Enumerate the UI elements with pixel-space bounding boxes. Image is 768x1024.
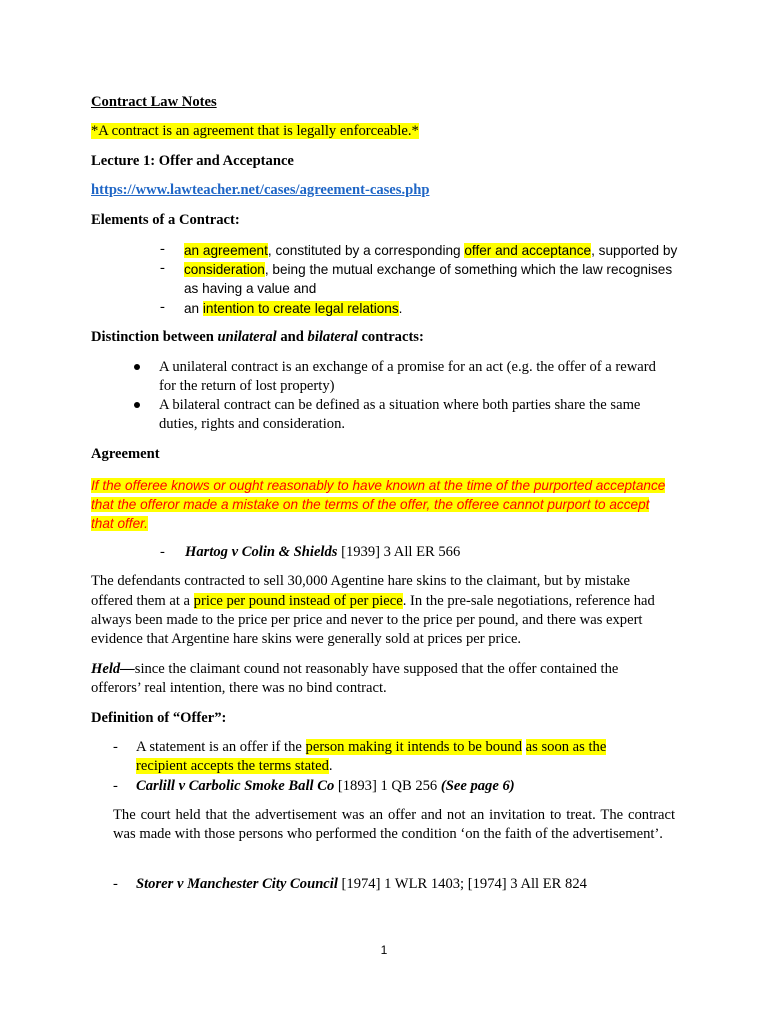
- reference-link[interactable]: https://www.lawteacher.net/cases/agreement-cases.php: [91, 182, 430, 198]
- agreement-heading: Agreement: [91, 446, 160, 462]
- text: , supported by: [591, 243, 678, 258]
- list-dash: -: [113, 778, 118, 794]
- case-citation: [1939] 3 All ER 566: [337, 544, 461, 560]
- reference-link-line: [91, 181, 429, 200]
- list-dash: -: [160, 241, 165, 257]
- elements-heading: Elements of a Contract:: [91, 212, 240, 228]
- lecture-heading: Lecture 1: Offer and Acceptance: [91, 153, 294, 169]
- element-item-consideration: [184, 260, 672, 279]
- highlight: that offer.: [91, 516, 148, 531]
- list-dash: -: [113, 739, 118, 755]
- text: unilateral: [217, 329, 277, 345]
- text: , constituted by a corresponding: [267, 243, 465, 258]
- held-line2: offerors’ real intention, there was no bind contract.: [91, 680, 387, 696]
- text: an: [184, 301, 203, 316]
- case-storer: [136, 875, 587, 894]
- held-label: Held—: [91, 661, 135, 677]
- element-item-consideration-cont: as having a value and: [184, 281, 317, 296]
- element-item-intention: [184, 299, 402, 318]
- contract-definition: [91, 122, 419, 141]
- case-name: Carlill v Carbolic Smoke Ball Co: [136, 778, 335, 794]
- case-name: Storer v Manchester City Council: [136, 876, 338, 892]
- highlight: as soon as the: [525, 739, 607, 755]
- carlill-holding: The court held that the advertisement was an offer and not an invitation to treat. The contract was made with those persons who performed the condition ‘on the faith of the advertisement’.: [113, 807, 675, 843]
- list-dash: -: [113, 876, 118, 892]
- text: and: [276, 329, 308, 345]
- highlight: recipient accepts the terms stated: [136, 758, 329, 774]
- case1-facts-line1: The defendants contracted to sell 30,000 Agentine hare skins to the claimant, but by mistake: [91, 573, 631, 589]
- case-citation: [1893] 1 QB 256: [334, 778, 441, 794]
- case1-facts-line3: always been made to the price per price and never to the price per pound, and there was expert: [91, 612, 643, 628]
- distinction-bullet-1-line2: for the return of lost property): [159, 378, 335, 394]
- highlight: an agreement: [184, 243, 268, 258]
- offer-item-1-line1: [136, 738, 606, 757]
- list-dash: -: [160, 544, 165, 560]
- case1-facts-line2: [91, 592, 655, 611]
- page-reference: (See page 6): [440, 778, 515, 794]
- distinction-bullet-2-line1: A bilateral contract can be defined as a situation where both parties share the same: [159, 397, 641, 413]
- agreement-rule-line3: [91, 514, 148, 533]
- case-name: Hartog v Colin & Shields: [185, 544, 338, 560]
- case-carlill: [136, 777, 515, 796]
- text: offered them at a: [91, 593, 194, 609]
- highlight: If the offeree knows or ought reasonably to have known at the time of the purported acceptance: [91, 478, 666, 493]
- agreement-rule-line1: [91, 476, 665, 495]
- case-citation: [1974] 1 WLR 1403; [1974] 3 All ER 824: [337, 876, 587, 892]
- text: contracts:: [357, 329, 424, 345]
- text: A statement is an offer if the: [136, 739, 306, 755]
- text: Distinction between: [91, 329, 218, 345]
- document-title: Contract Law Notes: [91, 94, 217, 110]
- highlight: offer and acceptance: [464, 243, 592, 258]
- agreement-rule-line2: [91, 495, 649, 514]
- text: bilateral: [307, 329, 358, 345]
- list-dash: -: [160, 260, 165, 276]
- offer-heading: Definition of “Offer”:: [91, 710, 227, 726]
- distinction-heading: [91, 328, 424, 347]
- definition-highlight: *A contract is an agreement that is legally enforceable.*: [91, 123, 419, 139]
- highlight: that the offeror made a mistake on the terms of the offer, the offeree cannot purport to accept: [91, 497, 650, 512]
- case-hartog: [185, 543, 460, 562]
- highlight: consideration: [184, 262, 265, 277]
- bullet-icon: [134, 364, 140, 370]
- bullet-icon: [134, 402, 140, 408]
- list-dash: -: [160, 299, 165, 315]
- distinction-bullet-1-line1: A unilateral contract is an exchange of a promise for an act (e.g. the offer of a reward: [159, 359, 656, 375]
- held-line1: [91, 660, 618, 679]
- page-number: 1: [380, 943, 388, 957]
- text: , being the mutual exchange of something which the law recognises: [264, 262, 673, 277]
- highlight: price per pound instead of per piece: [193, 593, 403, 609]
- text: .: [398, 301, 403, 316]
- offer-item-1-line2: [136, 757, 333, 776]
- element-item-agreement: [184, 241, 677, 260]
- text: . In the pre-sale negotiations, reference had: [402, 593, 655, 609]
- text: since the claimant cound not reasonably have supposed that the offer contained the: [134, 661, 619, 677]
- case1-facts-line4: evidence that Argentine hare skins were generally sold at prices per price.: [91, 631, 522, 647]
- text: .: [328, 758, 333, 774]
- distinction-bullet-2-line2: duties, rights and consideration.: [159, 416, 346, 432]
- highlight: intention to create legal relations: [202, 301, 399, 316]
- highlight: person making it intends to be bound: [305, 739, 522, 755]
